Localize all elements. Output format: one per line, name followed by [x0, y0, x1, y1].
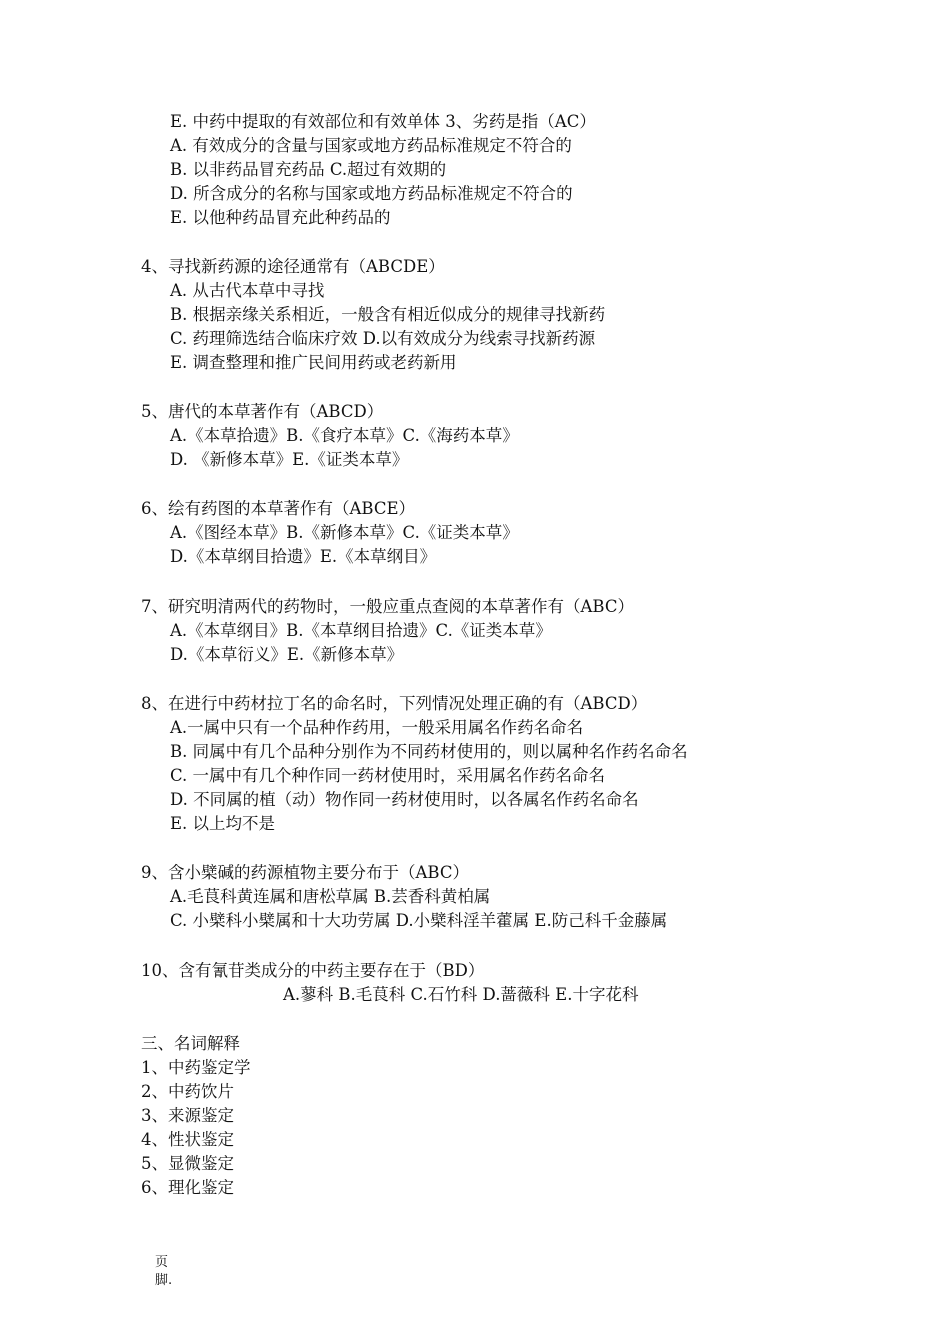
- question-text: 5、唐代的本草著作有（ABCD）: [141, 402, 384, 421]
- option-line: A.《本草纲目》B.《本草纲目拾遗》C.《证类本草》: [170, 621, 552, 640]
- option-line: D. 不同属的植（动）物作同一药材使用时，以各属名作药名命名: [170, 790, 639, 809]
- option-line: C. 小檗科小檗属和十大功劳属 D.小檗科淫羊藿属 E.防己科千金藤属: [170, 911, 668, 930]
- question-text: 6、绘有药图的本草著作有（ABCE）: [141, 499, 416, 518]
- question-text: 10、含有氰苷类成分的中药主要存在于（BD）: [141, 961, 485, 980]
- option-line: E. 调查整理和推广民间用药或老药新用: [170, 353, 457, 372]
- term-item: 4、性状鉴定: [141, 1130, 234, 1149]
- footer-text: 脚.: [155, 1273, 173, 1288]
- option-line: A.毛茛科黄连属和唐松草属 B.芸香科黄柏属: [170, 887, 491, 906]
- term-item: 6、理化鉴定: [141, 1178, 234, 1197]
- option-line: E. 以上均不是: [170, 814, 276, 833]
- term-item: 3、来源鉴定: [141, 1106, 234, 1125]
- option-line: B. 根据亲缘关系相近，一般含有相近似成分的规律寻找新药: [170, 305, 606, 324]
- option-line: A. 有效成分的含量与国家或地方药品标准规定不符合的: [170, 136, 572, 155]
- option-line: D.《本草衍义》E.《新修本草》: [170, 645, 404, 664]
- option-line: C. 一属中有几个种作同一药材使用时，采用属名作药名命名: [170, 766, 606, 785]
- footer-text: 页: [155, 1255, 169, 1270]
- section-title: 三、名词解释: [141, 1034, 240, 1053]
- term-item: 2、中药饮片: [141, 1082, 234, 1101]
- term-item: 5、显微鉴定: [141, 1154, 234, 1173]
- option-line: A.《本草拾遗》B.《食疗本草》C.《海药本草》: [170, 426, 519, 445]
- option-line: A.一属中只有一个品种作药用，一般采用属名作药名命名: [170, 718, 584, 737]
- option-line: C. 药理筛选结合临床疗效 D.以有效成分为线索寻找新药源: [170, 329, 596, 348]
- option-line: D. 所含成分的名称与国家或地方药品标准规定不符合的: [170, 184, 573, 203]
- option-line: B. 以非药品冒充药品 C.超过有效期的: [170, 160, 447, 179]
- term-item: 1、中药鉴定学: [141, 1058, 251, 1077]
- question-text: 8、在进行中药材拉丁名的命名时，下列情况处理正确的有（ABCD）: [141, 694, 648, 713]
- question-text: 7、研究明清两代的药物时，一般应重点查阅的本草著作有（ABC）: [141, 597, 634, 616]
- option-line: A.《图经本草》B.《新修本草》C.《证类本草》: [170, 523, 519, 542]
- option-line: D. 《新修本草》E.《证类本草》: [170, 450, 409, 469]
- option-line: D.《本草纲目拾遗》E.《本草纲目》: [170, 547, 437, 566]
- question-text: 9、含小檗碱的药源植物主要分布于（ABC）: [141, 863, 469, 882]
- option-line: A. 从古代本草中寻找: [170, 281, 325, 300]
- question-text: 4、寻找新药源的途径通常有（ABCDE）: [141, 257, 445, 276]
- option-line: E. 中药中提取的有效部位和有效单体 3、劣药是指（AC）: [170, 112, 596, 131]
- option-line: B. 同属中有几个品种分别作为不同药材使用的，则以属种名作药名命名: [170, 742, 688, 761]
- option-line: A.蓼科 B.毛茛科 C.石竹科 D.蔷薇科 E.十字花科: [283, 985, 639, 1004]
- option-line: E. 以他种药品冒充此种药品的: [170, 208, 391, 227]
